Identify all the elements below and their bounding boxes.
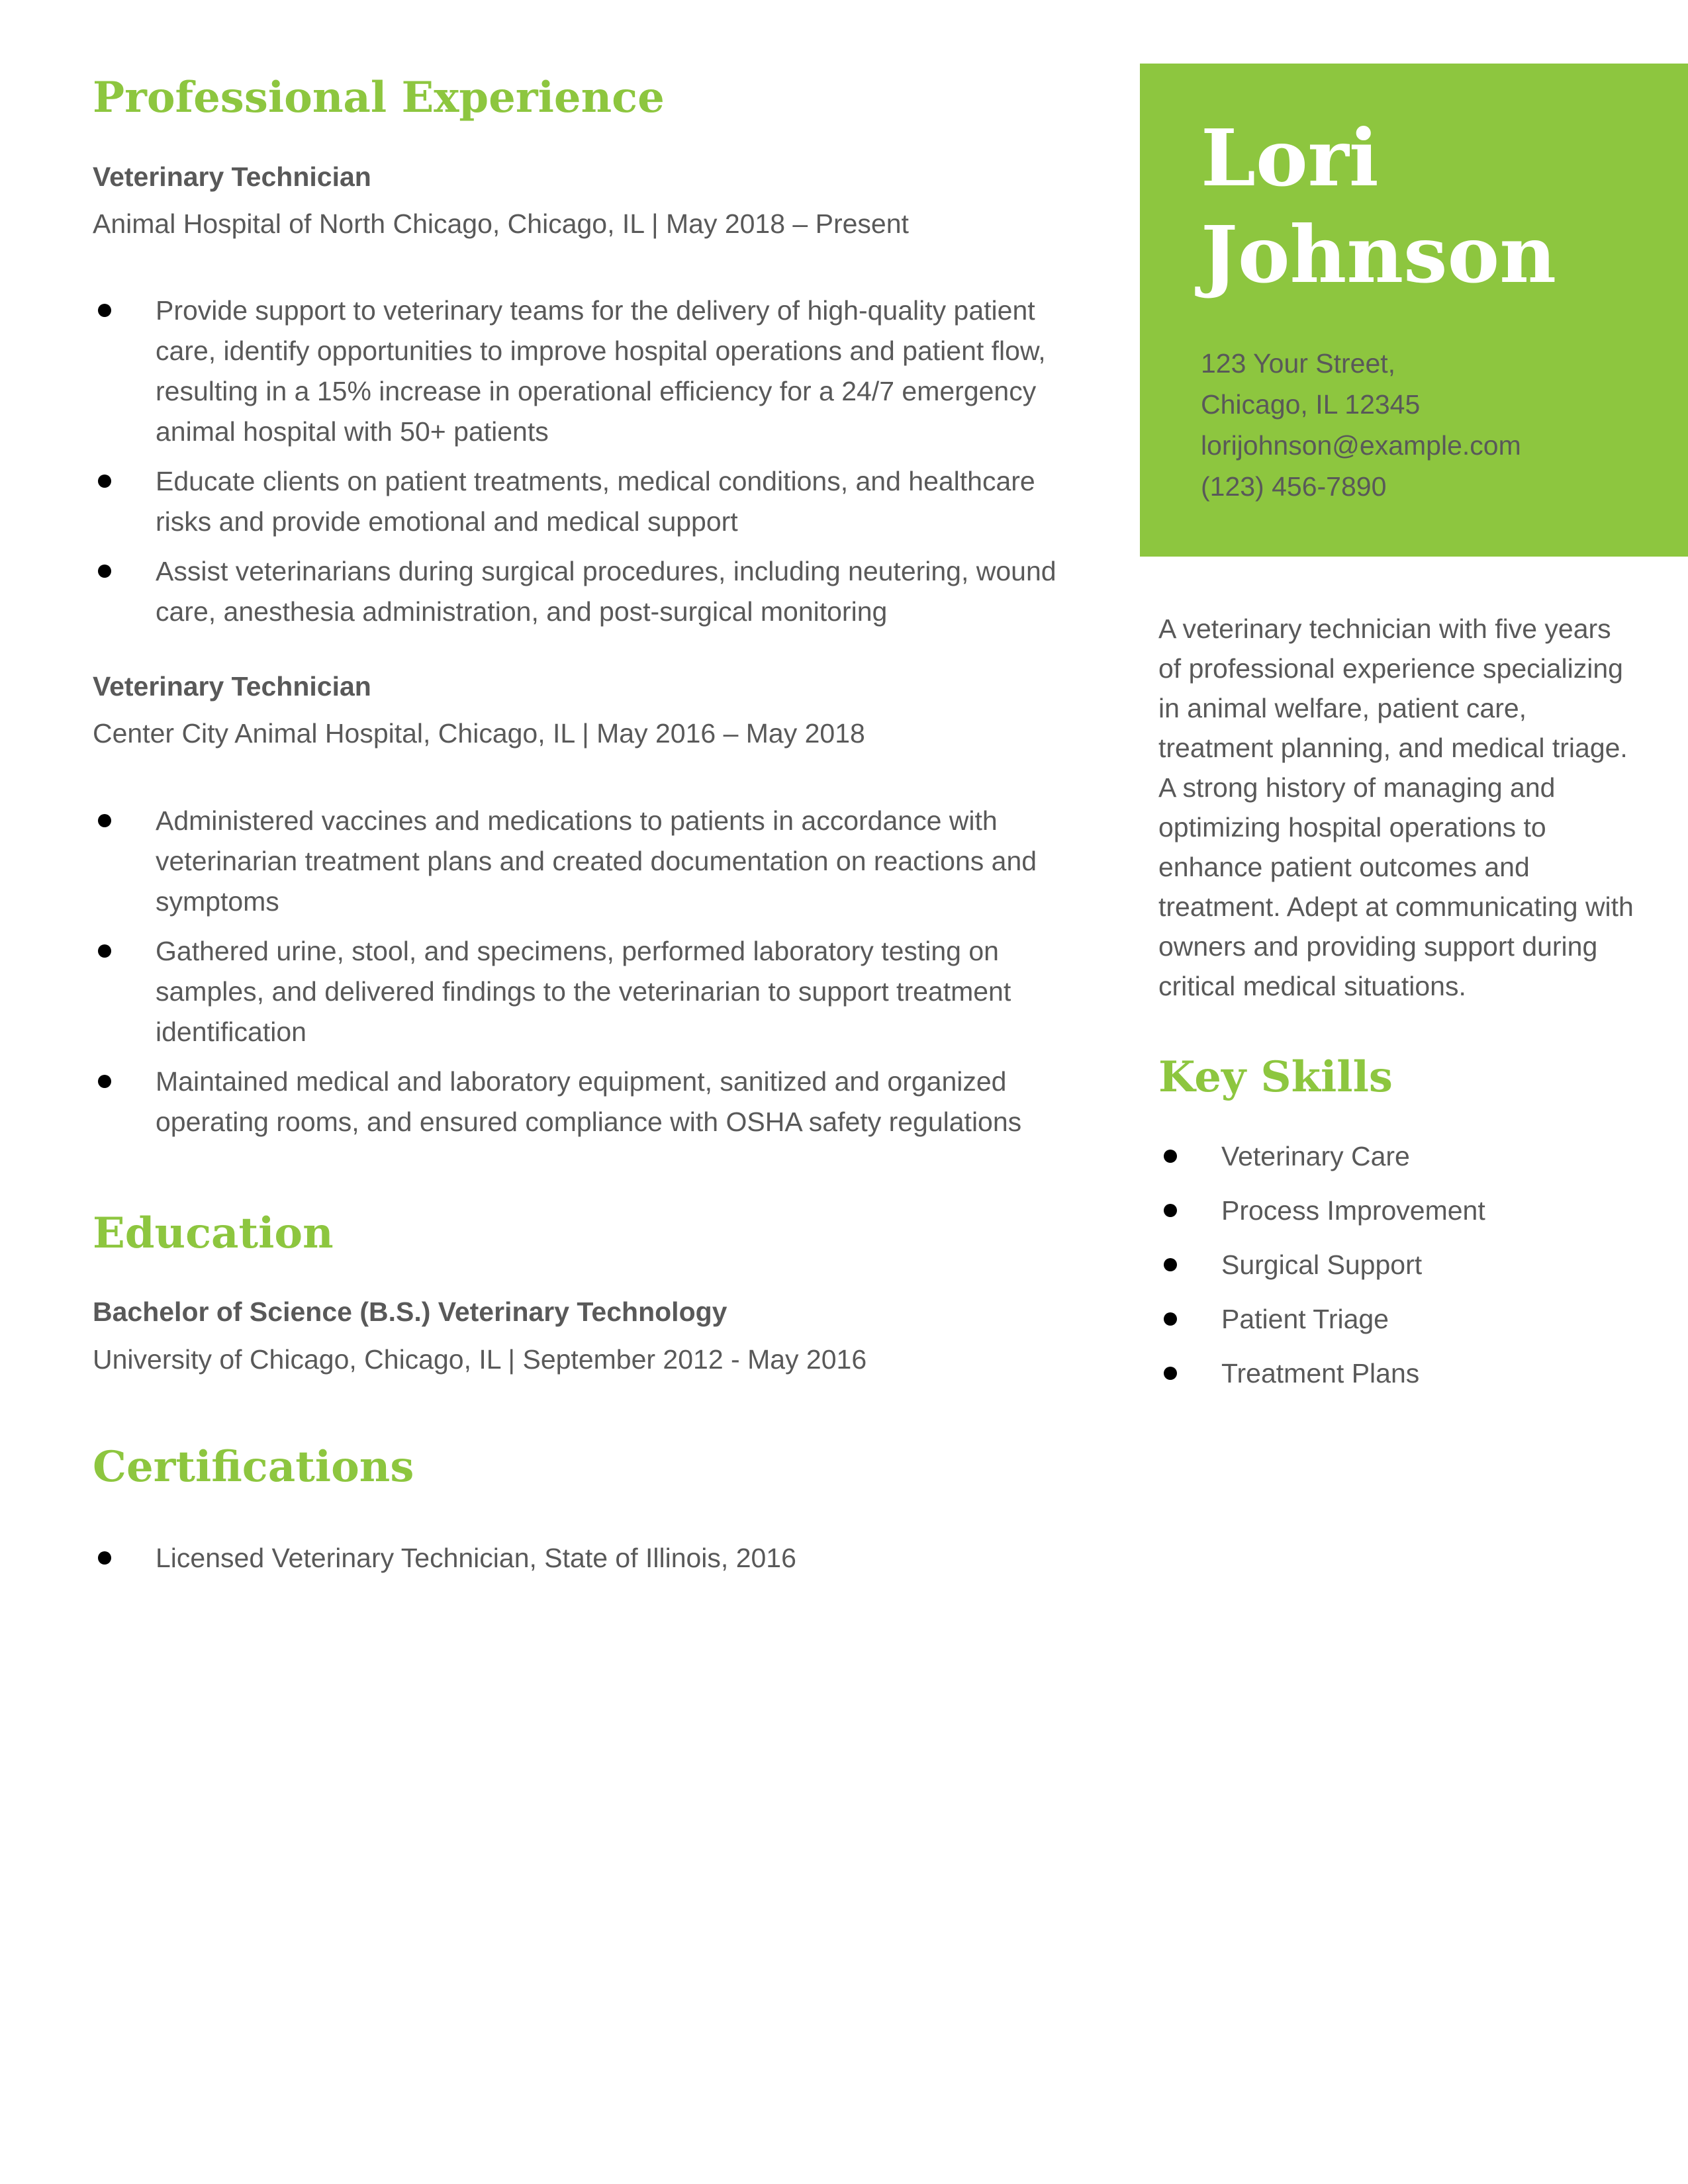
bullet-icon [1164, 1150, 1177, 1163]
professional-summary: A veterinary technician with five years of professional experience specializing in animal welfare, patient care, treatment planning, and medical triage. A strong history of managing and optimizing hospital operations to enhance patient outcomes and treatment. Adept at communicating with owners and providing support during critical medical situations. [1158, 614, 1634, 1001]
job-employer-dates: Center City Animal Hospital, Chicago, IL | May 2016 – May 2018 [93, 718, 865, 749]
list-item: Assist veterinarians during surgical procedures, including neutering, wound care, anesthesia administration, and post-surgical monitoring [93, 551, 1072, 632]
list-item: Patient Triage [1158, 1299, 1635, 1340]
education-heading: Education [93, 1208, 334, 1258]
job-employer-dates: Animal Hospital of North Chicago, Chicago, IL | May 2018 – Present [93, 208, 909, 239]
education-degree: Bachelor of Science (B.S.) Veterinary Technology [93, 1297, 727, 1328]
bullet-icon [98, 1075, 111, 1088]
experience-heading: Professional Experience [93, 73, 665, 122]
name-first: Lori [1201, 112, 1379, 204]
list-item: Maintained medical and laboratory equipment, sanitized and organized operating rooms, and ensured compliance with OSHA safety regulations [93, 1062, 1072, 1142]
list-item: Provide support to veterinary teams for the delivery of high-quality patient care, identify opportunities to improve hospital operations and patient flow, resulting in a 15% increase in operational efficiency for a 24/7 emergency animal hospital with 50+ patients [93, 291, 1072, 452]
job-title: Veterinary Technician [93, 671, 371, 702]
bullet-icon [98, 944, 111, 958]
main-column [93, 73, 1072, 1578]
skills-heading: Key Skills [1158, 1052, 1393, 1102]
list-item: Licensed Veterinary Technician, State of Illinois, 2016 [93, 1538, 1072, 1578]
education-school-dates: University of Chicago, Chicago, IL | September 2012 - May 2016 [93, 1343, 867, 1375]
address-line-2: Chicago, IL 12345 [1201, 389, 1421, 420]
list-item: Veterinary Care [1158, 1136, 1635, 1177]
job-entry-1 [93, 161, 1072, 632]
bullet-icon [98, 565, 111, 578]
job-bullets [93, 291, 1072, 632]
phone-text: (123) 456-7890 [1201, 471, 1387, 502]
certifications-heading: Certifications [93, 1441, 414, 1492]
job-bullets [93, 801, 1072, 1142]
job-entry-2 [93, 670, 1072, 1142]
list-item: Process Improvement [1158, 1191, 1635, 1231]
name-header-box [1140, 64, 1688, 557]
skills-list [1158, 1136, 1635, 1394]
bullet-icon [98, 814, 111, 827]
job-title: Veterinary Technician [93, 161, 371, 192]
list-item: Treatment Plans [1158, 1353, 1635, 1394]
name-last: Johnson [1201, 208, 1557, 300]
list-item: Educate clients on patient treatments, medical conditions, and healthcare risks and provide emotional and medical support [93, 461, 1072, 542]
contact-info [1201, 343, 1662, 507]
bullet-icon [1164, 1312, 1177, 1326]
sidebar-column [1158, 609, 1635, 1394]
bullet-icon [98, 475, 111, 488]
bullet-icon [1164, 1367, 1177, 1380]
list-item: Administered vaccines and medications to patients in accordance with veterinarian treatment plans and created documentation on reactions and symptoms [93, 801, 1072, 922]
bullet-icon [1164, 1258, 1177, 1271]
bullet-icon [98, 304, 111, 317]
address-line-1: 123 Your Street, [1201, 348, 1396, 379]
list-item: Gathered urine, stool, and specimens, performed laboratory testing on samples, and delivered findings to the veterinarian to support treatment identification [93, 931, 1072, 1052]
email-text: lorijohnson@example.com [1201, 430, 1521, 461]
certifications-list [93, 1538, 1072, 1578]
bullet-icon [1164, 1204, 1177, 1217]
list-item: Surgical Support [1158, 1245, 1635, 1285]
bullet-icon [98, 1551, 111, 1565]
education-entry [93, 1296, 1072, 1375]
